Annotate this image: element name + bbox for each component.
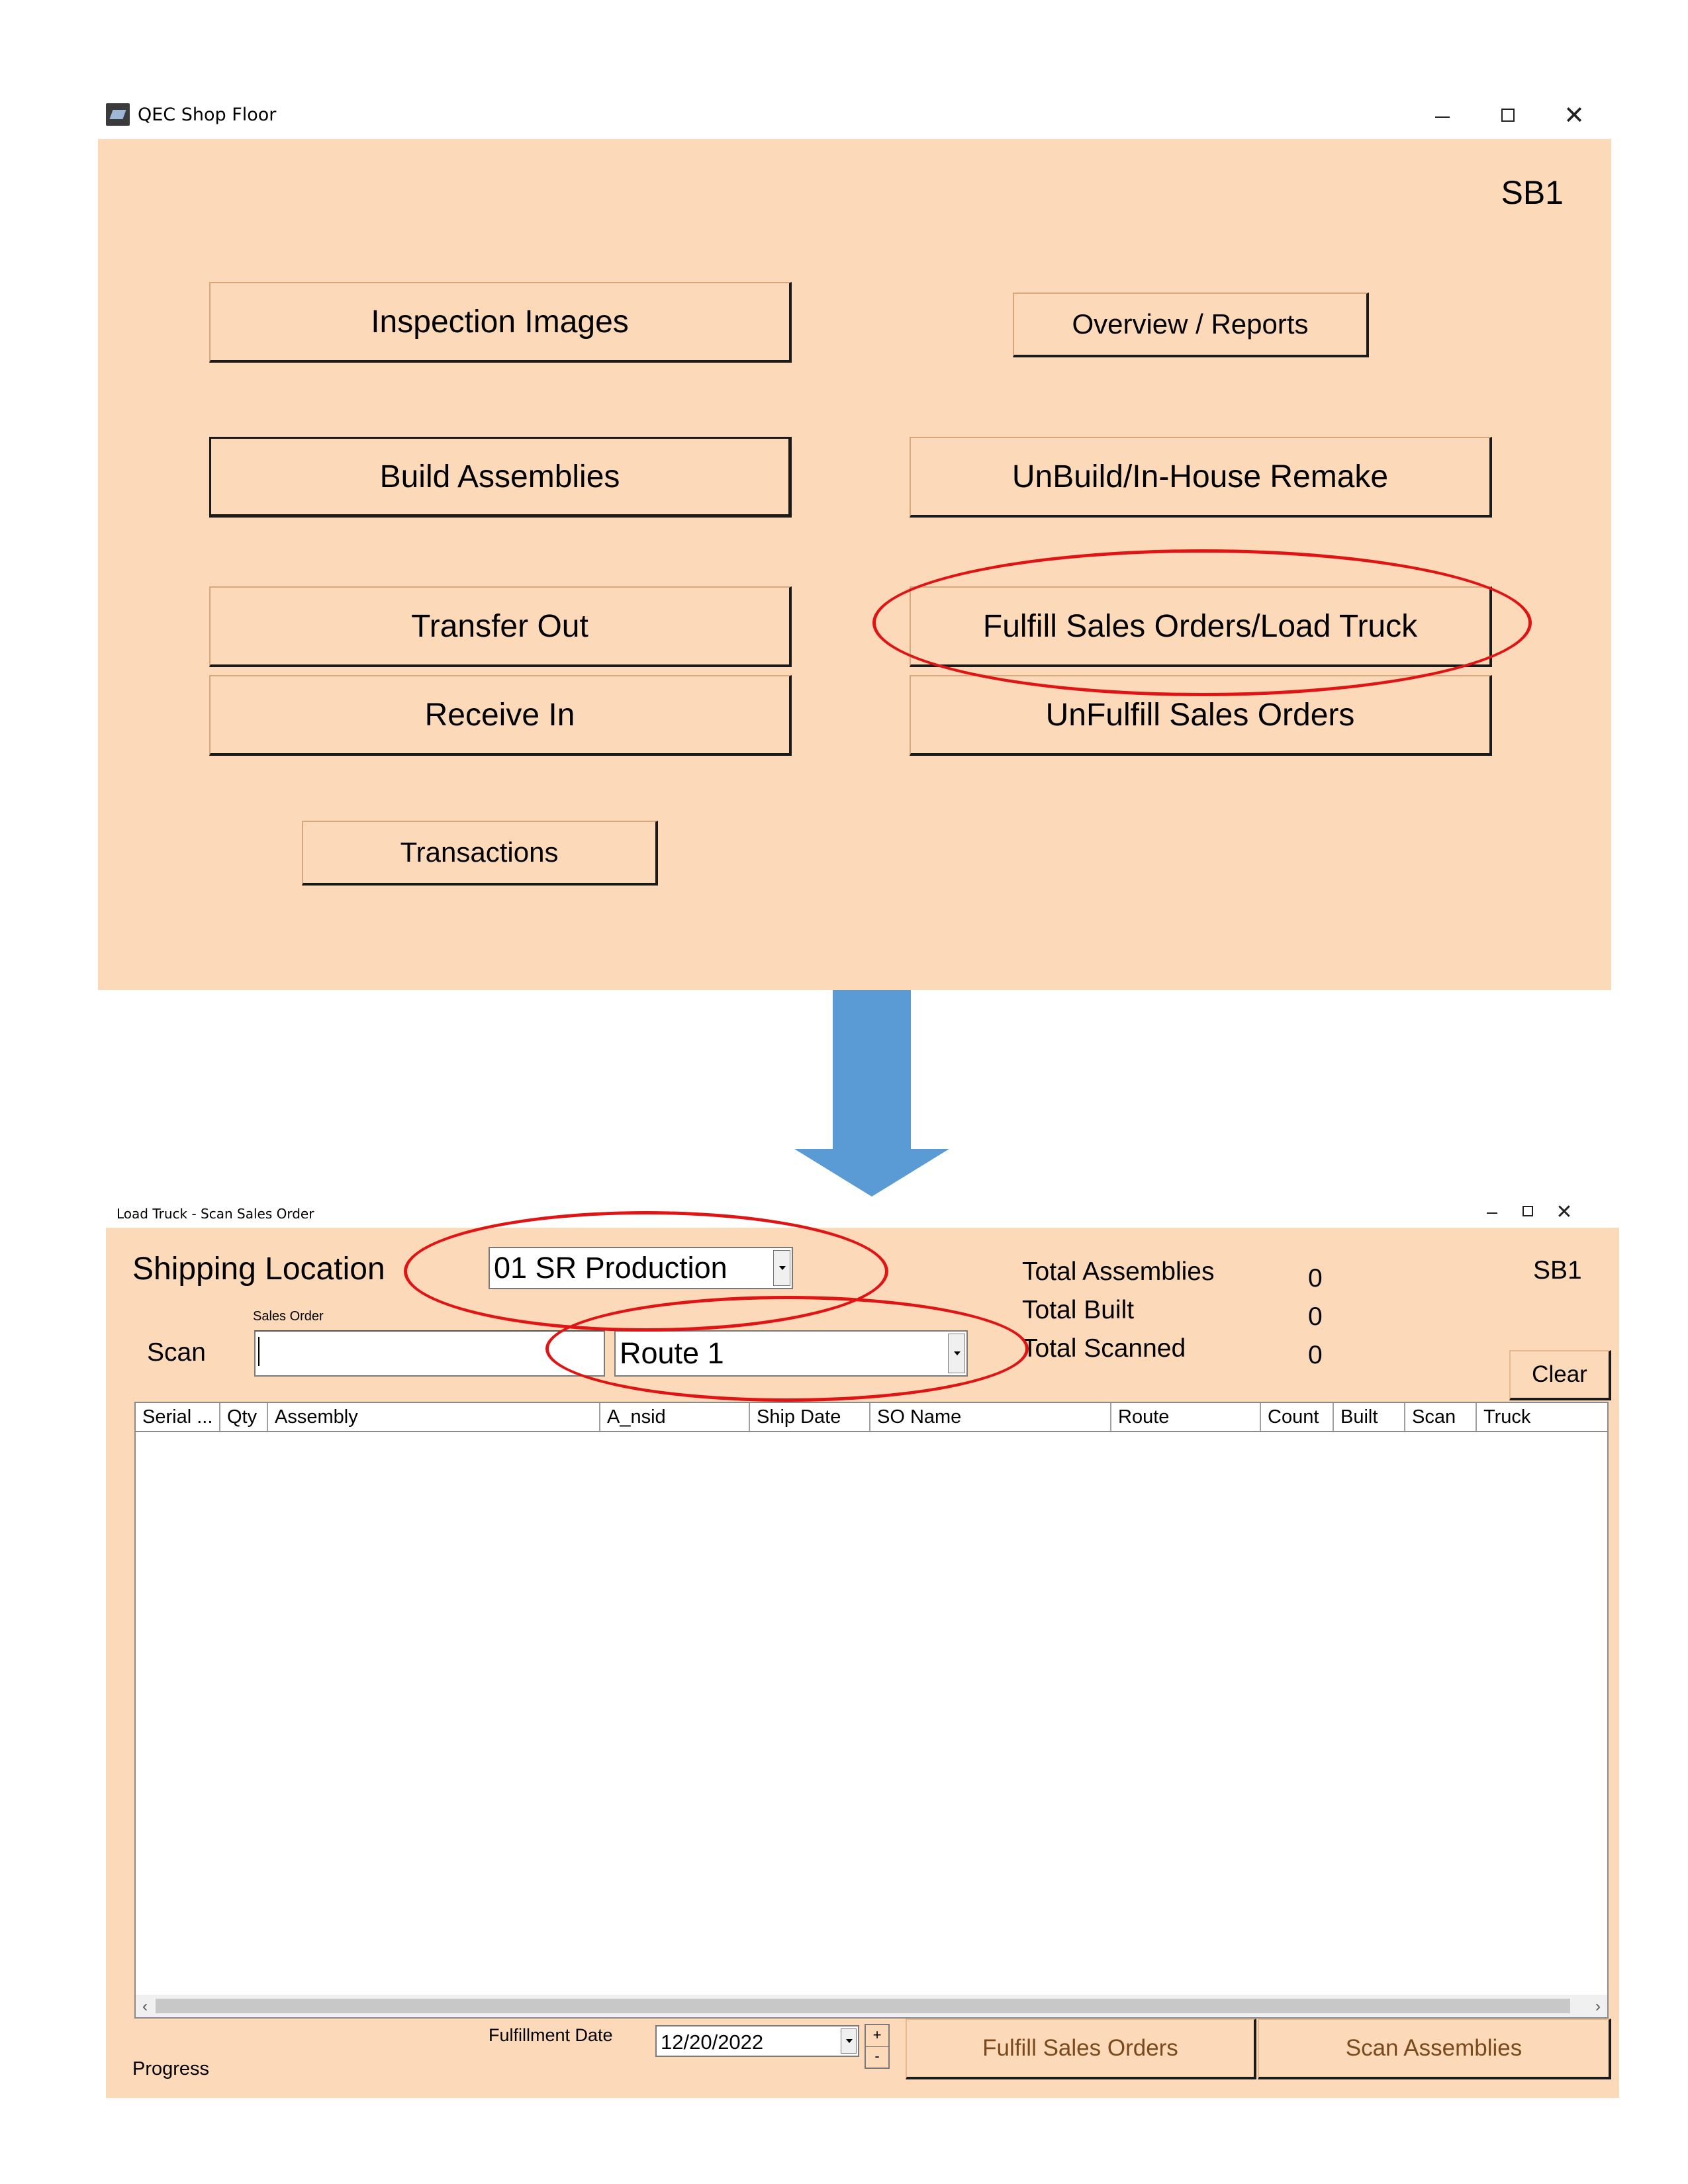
fulfill-sales-orders-button[interactable]: Fulfill Sales Orders [906, 2019, 1256, 2079]
maximize-icon[interactable] [1512, 1198, 1545, 1227]
shipping-location-select[interactable] [489, 1247, 793, 1289]
progress-label: Progress [132, 2058, 210, 2079]
app-icon [106, 103, 130, 126]
minimize-icon[interactable] [1476, 1198, 1509, 1227]
horizontal-scrollbar[interactable] [136, 1995, 1607, 2017]
site-code: SB1 [1501, 174, 1564, 211]
column-header-truck[interactable]: Truck [1483, 1406, 1531, 1428]
maximize-icon[interactable] [1488, 101, 1528, 134]
column-header-so-name[interactable]: SO Name [870, 1403, 1111, 1431]
route-select[interactable] [614, 1330, 968, 1377]
scroll-right-icon[interactable]: › [1595, 1997, 1601, 2015]
load-truck-window-title: Load Truck - Scan Sales Order [117, 1206, 314, 1222]
total-built-label: Total Built [1022, 1296, 1135, 1324]
unfulfill-sales-orders-button[interactable]: UnFulfill Sales Orders [910, 675, 1492, 756]
column-header-count[interactable]: Count [1261, 1403, 1334, 1431]
scroll-left-icon[interactable]: ‹ [142, 1997, 148, 2015]
column-header-route[interactable]: Route [1111, 1403, 1261, 1431]
chevron-down-icon[interactable] [948, 1334, 965, 1373]
minimize-icon[interactable] [1422, 101, 1462, 134]
column-header-scan[interactable]: Scan [1405, 1403, 1477, 1431]
site-code: SB1 [1533, 1256, 1582, 1285]
receive-in-button[interactable]: Receive In [209, 675, 792, 756]
column-header-qty[interactable]: Qty [220, 1403, 268, 1431]
sales-order-label: Sales Order [253, 1309, 324, 1324]
text-caret [258, 1337, 259, 1366]
total-assemblies-value: 0 [1308, 1264, 1323, 1293]
shipping-location-label: Shipping Location [132, 1251, 385, 1287]
scrollbar-thumb[interactable] [156, 1999, 1570, 2013]
total-assemblies-label: Total Assemblies [1022, 1257, 1215, 1286]
transfer-out-button[interactable]: Transfer Out [209, 586, 792, 667]
fulfillment-date-picker[interactable] [655, 2025, 859, 2057]
fulfillment-date-label: Fulfillment Date [489, 2025, 613, 2045]
main-window-title: QEC Shop Floor [138, 105, 277, 125]
main-window-titlebar[interactable] [98, 101, 1620, 138]
flow-arrow-head [794, 1149, 949, 1197]
clear-button[interactable]: Clear [1509, 1350, 1611, 1400]
date-spinner[interactable] [865, 2024, 890, 2069]
column-header-ship-date[interactable]: Ship Date [750, 1403, 870, 1431]
chevron-down-icon[interactable] [773, 1250, 790, 1286]
chevron-down-icon[interactable] [841, 2028, 857, 2054]
route-value: Route 1 [620, 1336, 724, 1370]
transactions-button[interactable]: Transactions [302, 821, 658, 886]
list-header [136, 1403, 1607, 1432]
fulfill-load-truck-button[interactable]: Fulfill Sales Orders/Load Truck [910, 586, 1492, 667]
scan-label: Scan [147, 1338, 206, 1367]
unbuild-remake-button[interactable]: UnBuild/In-House Remake [910, 437, 1492, 518]
column-header-serial[interactable]: Serial ... [136, 1403, 220, 1431]
total-built-value: 0 [1308, 1302, 1323, 1331]
column-header-built[interactable]: Built [1334, 1403, 1405, 1431]
spin-down-button[interactable]: - [874, 2048, 880, 2064]
main-window [98, 139, 1611, 990]
shipping-location-value: 01 SR Production [494, 1251, 727, 1285]
overview-reports-button[interactable]: Overview / Reports [1013, 293, 1369, 357]
scan-input[interactable] [254, 1330, 605, 1377]
column-header-assembly[interactable]: Assembly [268, 1403, 600, 1431]
total-scanned-value: 0 [1308, 1341, 1323, 1369]
total-scanned-label: Total Scanned [1022, 1334, 1186, 1363]
scan-assemblies-button[interactable]: Scan Assemblies [1258, 2019, 1611, 2079]
close-icon[interactable]: ✕ [1564, 102, 1585, 130]
close-icon[interactable]: ✕ [1556, 1201, 1573, 1223]
column-header-a-nsid[interactable]: A_nsid [600, 1403, 750, 1431]
flow-arrow-shaft [833, 990, 911, 1149]
load-truck-titlebar[interactable] [106, 1198, 1628, 1228]
sales-order-list[interactable] [134, 1402, 1609, 2019]
fulfillment-date-value: 12/20/2022 [661, 2030, 764, 2054]
inspection-images-button[interactable]: Inspection Images [209, 282, 792, 363]
build-assemblies-button[interactable]: Build Assemblies [209, 437, 792, 518]
spin-up-button[interactable]: + [866, 2025, 888, 2047]
